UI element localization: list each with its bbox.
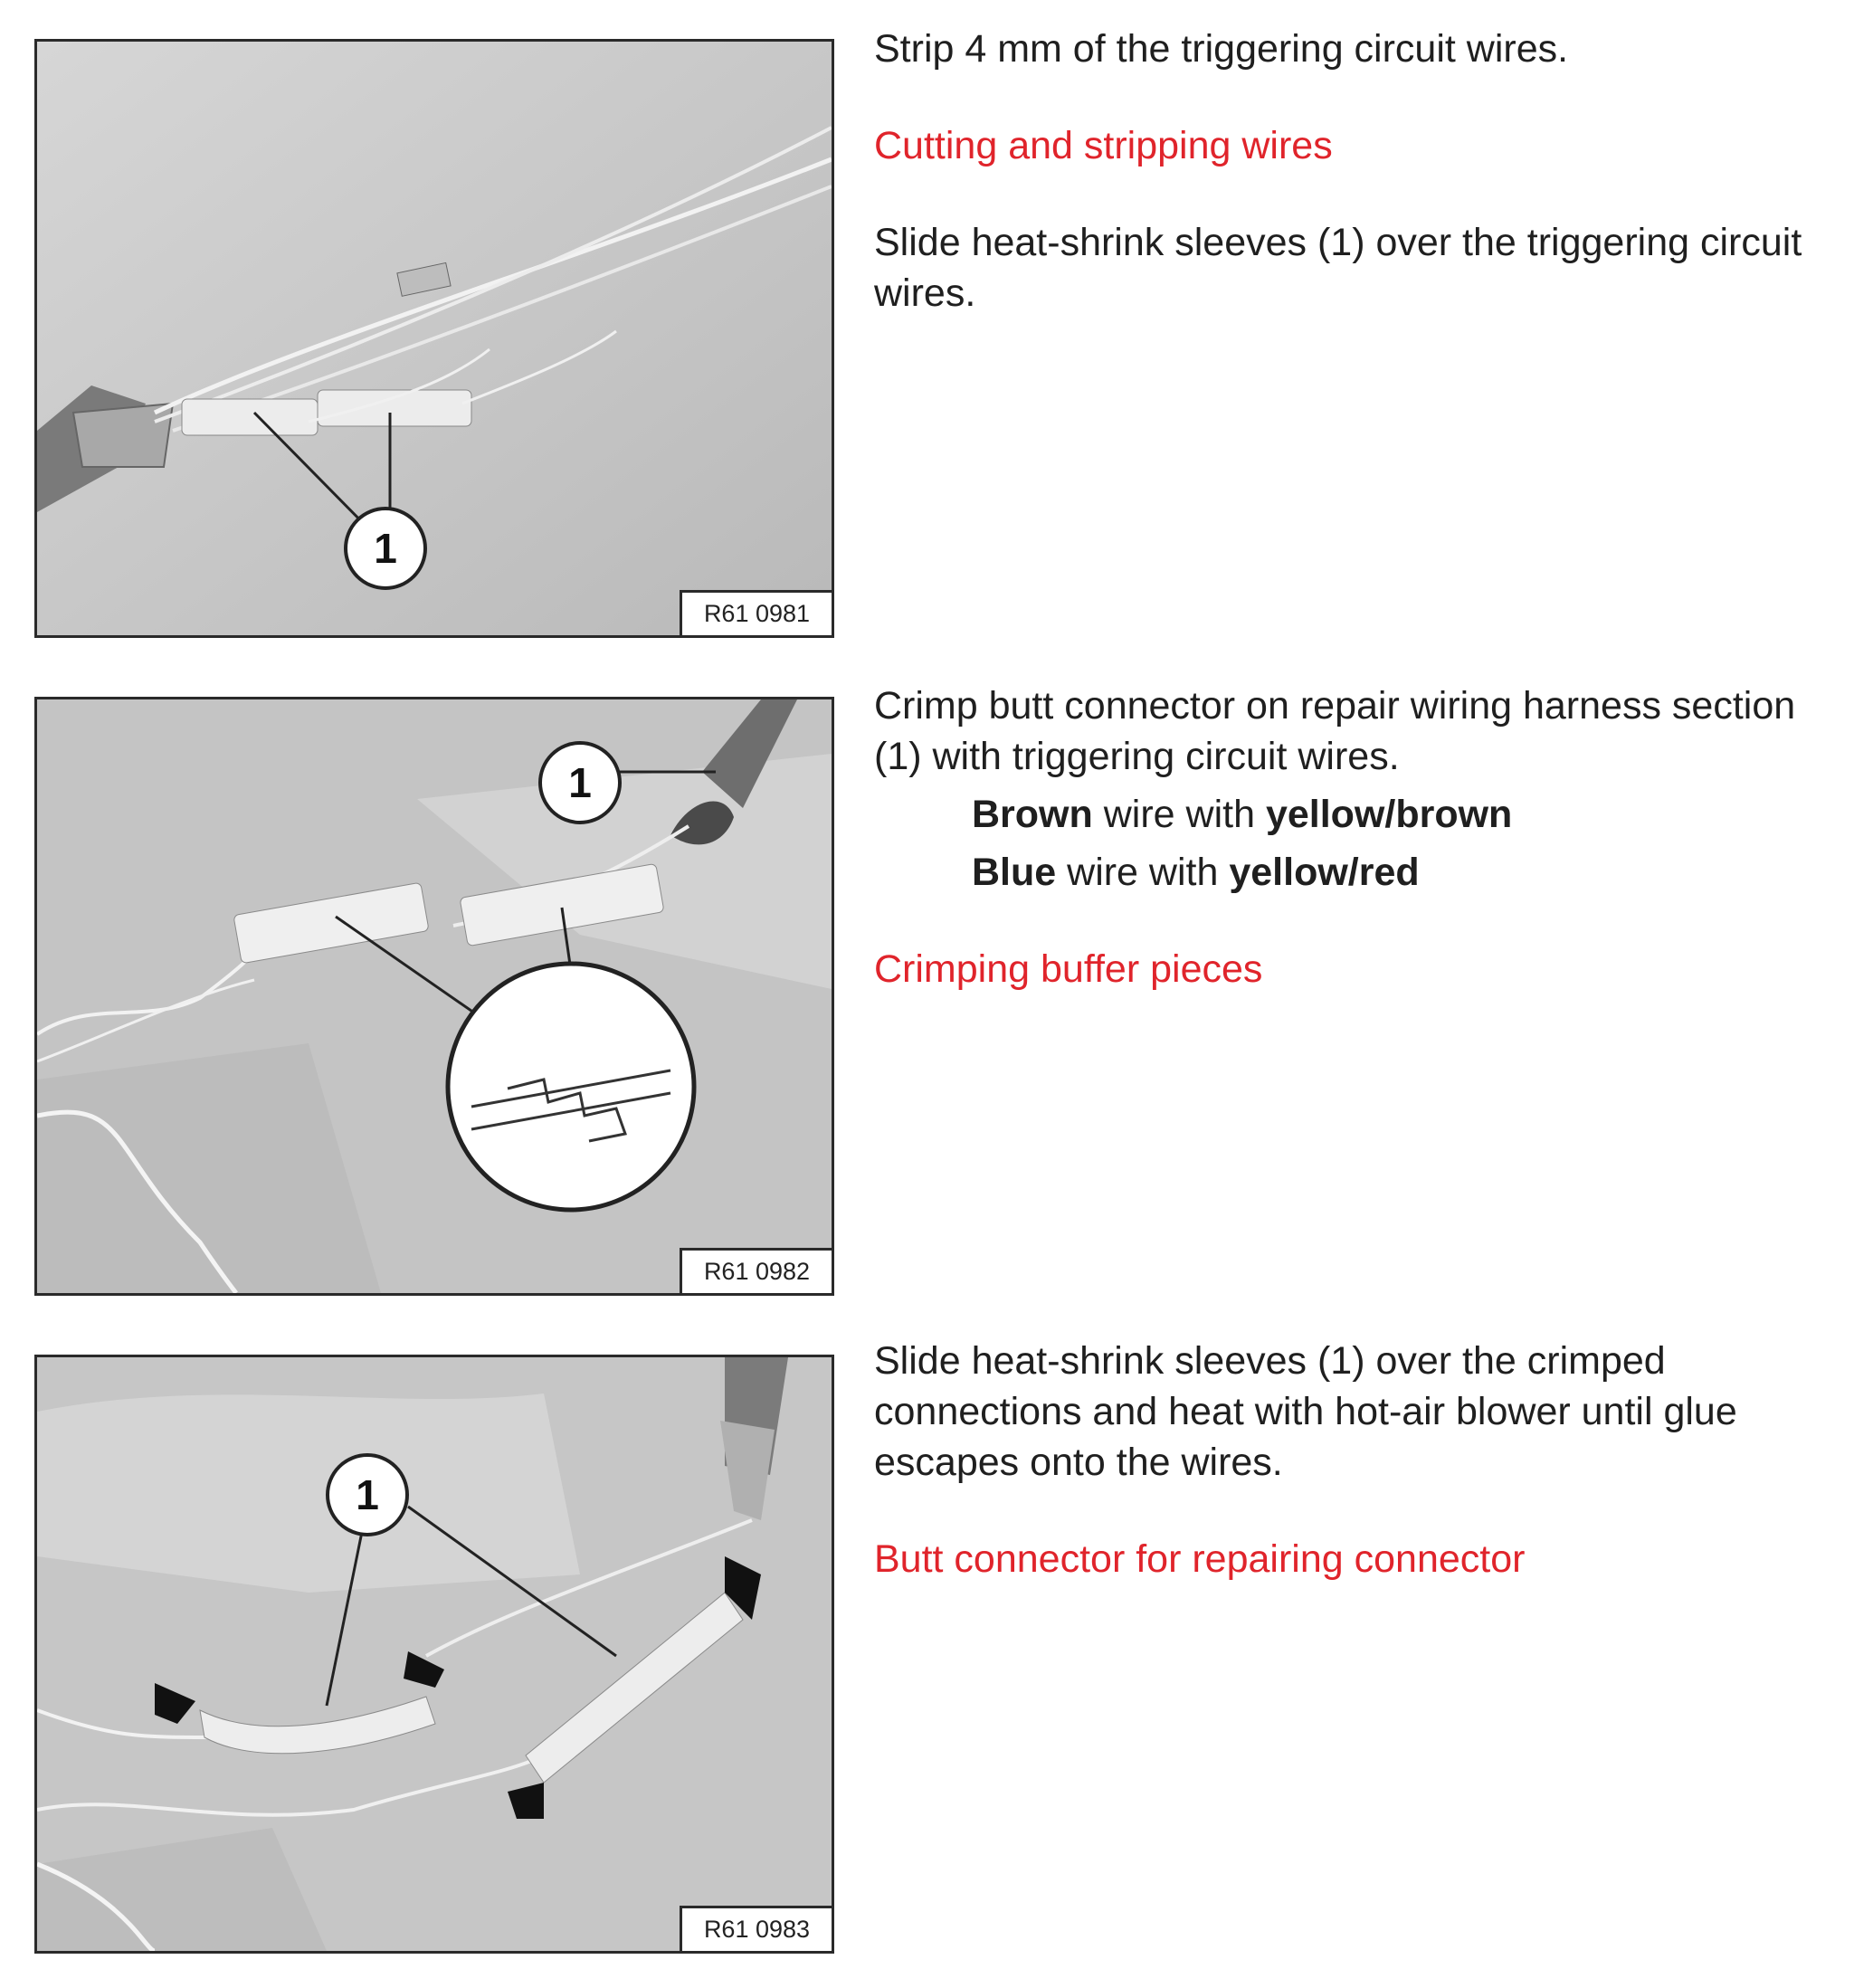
figure-code: R61 0982	[680, 1248, 832, 1293]
figure-r61-0982	[34, 697, 834, 1296]
step-3-instruction: Slide heat-shrink sleeves (1) over the crimped connections and heat with hot-air blower until glue escapes onto the wires.	[874, 1339, 1737, 1484]
step-1-instruction-2: Slide heat-shrink sleeves (1) over the triggering circuit wires.	[874, 221, 1802, 315]
figure-code: R61 0981	[680, 590, 832, 635]
step-2-instruction: Crimp butt connector on repair wiring harness section (1) with triggering circuit wires.	[874, 684, 1796, 778]
callout-1: 1	[374, 525, 397, 572]
figure-r61-0981	[34, 39, 834, 638]
wire-photo-1	[37, 42, 832, 635]
link-crimping-buffer[interactable]: Crimping buffer pieces	[874, 947, 1263, 991]
figure-r61-0983	[34, 1355, 834, 1954]
wire-pair-blue: Blue wire with yellow/red	[972, 851, 1420, 894]
callout-1: 1	[356, 1471, 379, 1518]
figure-code: R61 0983	[680, 1906, 832, 1951]
wire-photo-2	[37, 699, 832, 1293]
link-cutting-stripping[interactable]: Cutting and stripping wires	[874, 124, 1333, 167]
wire-photo-3	[37, 1357, 832, 1951]
step-1-instruction: Strip 4 mm of the triggering circuit wires.	[874, 27, 1569, 71]
callout-1: 1	[568, 759, 592, 806]
wire-pair-brown: Brown wire with yellow/brown	[972, 793, 1513, 836]
link-butt-connector[interactable]: Butt connector for repairing connector	[874, 1537, 1526, 1581]
